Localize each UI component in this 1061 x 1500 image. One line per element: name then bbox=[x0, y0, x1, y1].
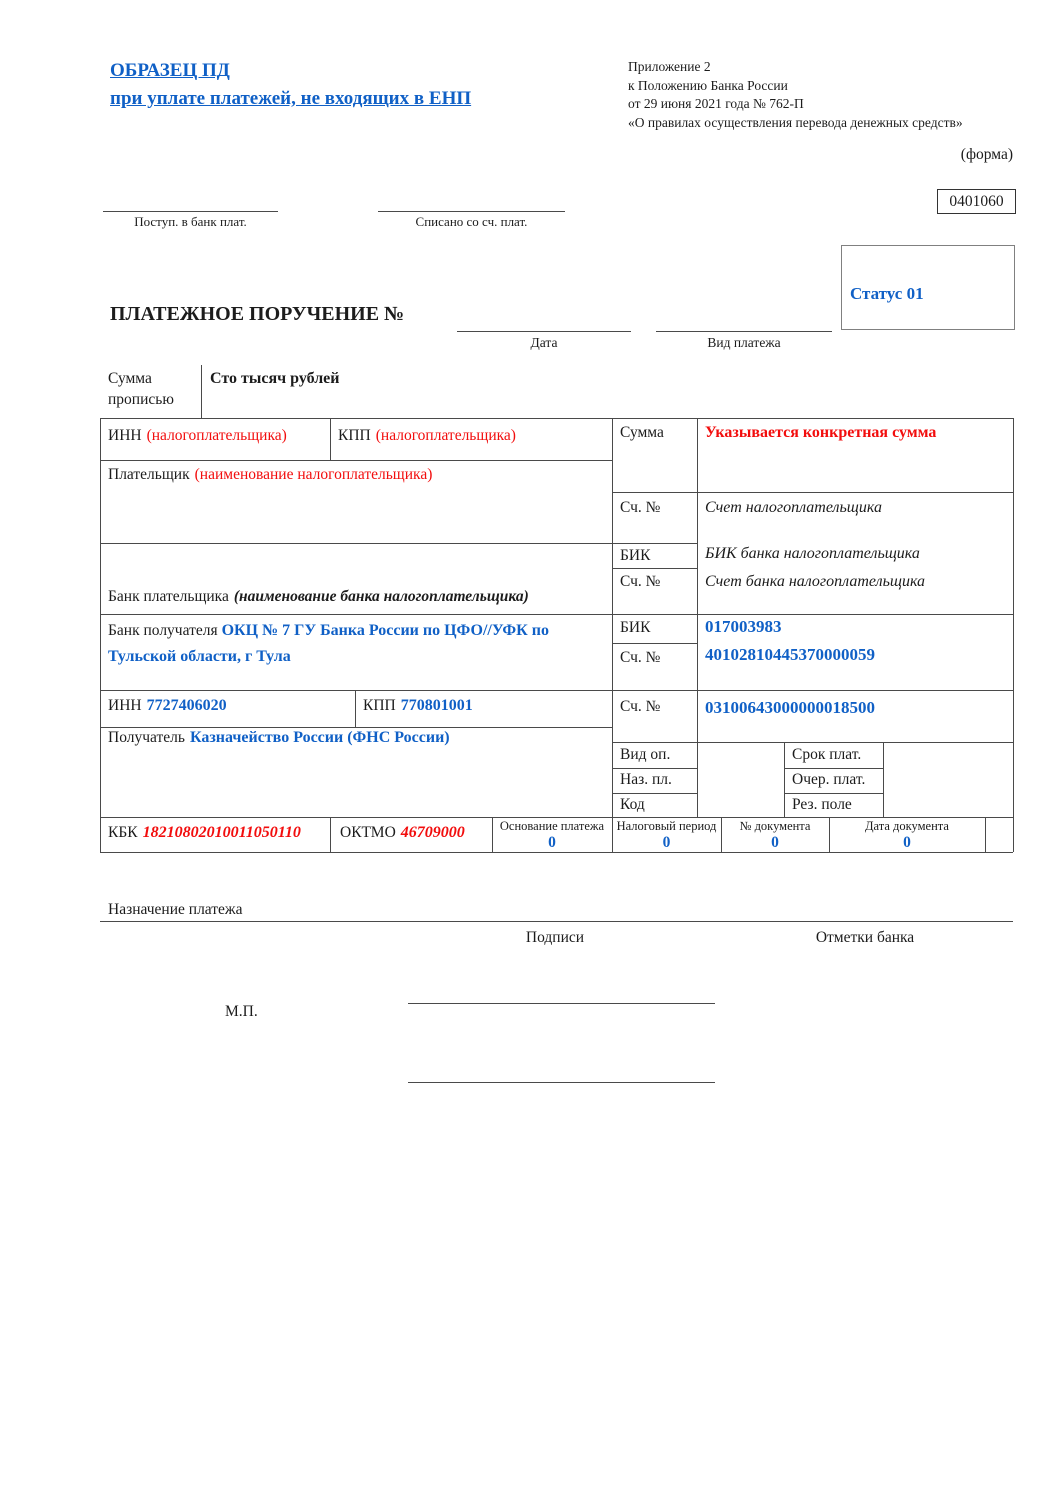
payer-label: Плательщик bbox=[108, 466, 190, 483]
kbk-label: КБК bbox=[108, 824, 138, 841]
table-line bbox=[1013, 418, 1014, 852]
table-line bbox=[100, 418, 101, 852]
doc-number-value: 0 bbox=[771, 834, 779, 851]
received-by-bank-label: Поступ. в банк плат. bbox=[134, 214, 247, 229]
doc-date-label: Дата документа bbox=[865, 819, 949, 833]
form-code-box: 0401060 bbox=[937, 189, 1016, 214]
recipient-kpp-field bbox=[363, 697, 473, 715]
doc-date-value: 0 bbox=[903, 834, 911, 851]
signatures-label: Подписи bbox=[525, 929, 585, 946]
stamp-label: М.П. bbox=[225, 1003, 258, 1020]
payer-hint: (наименование налогоплательщика) bbox=[194, 466, 433, 483]
rez-pole-label: Рез. поле bbox=[792, 796, 852, 813]
amount-words-value: Сто тысяч рублей bbox=[210, 370, 340, 387]
payer-kpp-hint: (налогоплательщика) bbox=[375, 427, 516, 444]
sum-label: Сумма bbox=[620, 424, 664, 441]
table-line bbox=[612, 643, 697, 644]
appendix-line: к Положению Банка России bbox=[628, 77, 788, 93]
oktmo-field bbox=[340, 824, 465, 842]
table-line bbox=[697, 418, 698, 817]
table-line bbox=[100, 817, 1013, 818]
received-by-bank-line[interactable] bbox=[103, 211, 278, 212]
payer-account-value[interactable]: Счет налогоплательщика bbox=[705, 499, 882, 516]
payer-bank-account-label: Сч. № bbox=[620, 573, 661, 590]
table-line bbox=[100, 614, 1013, 615]
status-label: Статус 01 bbox=[850, 284, 924, 303]
recipient-bank-field bbox=[108, 618, 608, 670]
table-line bbox=[784, 793, 883, 794]
payer-bank-bik-label: БИК bbox=[620, 547, 651, 564]
table-line bbox=[100, 852, 1013, 853]
doc-number-date-line[interactable] bbox=[457, 331, 631, 332]
payer-field[interactable] bbox=[108, 466, 432, 484]
purpose-line[interactable] bbox=[100, 921, 1013, 922]
payer-kpp-field[interactable] bbox=[338, 427, 516, 445]
doc-date-cell[interactable] bbox=[829, 819, 985, 852]
payment-type-label: Вид платежа bbox=[707, 335, 781, 350]
signature-line[interactable] bbox=[408, 1082, 715, 1083]
status-box bbox=[841, 245, 1015, 330]
payer-bank-bik-value[interactable]: БИК банка налогоплательщика bbox=[705, 545, 920, 562]
kod-label: Код bbox=[620, 796, 645, 813]
recipient-kpp-label: КПП bbox=[363, 697, 396, 714]
payer-inn-field[interactable] bbox=[108, 427, 287, 445]
recipient-bank-label: Банк получателя bbox=[108, 622, 218, 639]
sample-title-line2: при уплате платежей, не входящих в ЕНП bbox=[110, 88, 472, 109]
bank-marks-label: Отметки банка bbox=[815, 929, 915, 946]
appendix-line: от 29 июня 2021 года № 762-П bbox=[628, 96, 804, 111]
recipient-bik-label: БИК bbox=[620, 619, 651, 636]
payment-type-line[interactable] bbox=[656, 331, 832, 332]
vid-op-label: Вид оп. bbox=[620, 746, 671, 763]
table-line bbox=[612, 793, 697, 794]
osnovanie-value: 0 bbox=[548, 834, 556, 851]
table-line bbox=[985, 817, 986, 852]
date-label: Дата bbox=[530, 335, 558, 350]
tax-period-cell[interactable] bbox=[612, 819, 721, 852]
srok-plat-label: Срок плат. bbox=[792, 746, 862, 763]
tax-period-label: Налоговый период bbox=[616, 819, 717, 833]
recipient-field bbox=[108, 729, 450, 747]
recipient-inn-label: ИНН bbox=[108, 697, 142, 714]
appendix-line: «О правилах осуществления перевода денежных средств» bbox=[628, 114, 963, 130]
sample-title bbox=[110, 57, 471, 113]
amount-words-label: Сумма прописью bbox=[108, 370, 174, 408]
recipient-value: Казначейство России (ФНС России) bbox=[189, 729, 450, 746]
payer-kpp-label: КПП bbox=[338, 427, 371, 444]
recipient-inn-field bbox=[108, 697, 227, 715]
oktmo-value: 46709000 bbox=[400, 824, 465, 841]
ocher-plat-label: Очер. плат. bbox=[792, 771, 866, 788]
recipient-bank-value: ОКЦ № 7 ГУ Банка России по ЦФО//УФК по Тульской области, г Тула bbox=[108, 622, 549, 665]
osnovanie-cell[interactable] bbox=[492, 819, 612, 852]
recipient-bank-account-label: Сч. № bbox=[620, 649, 661, 666]
treasury-account-label: Сч. № bbox=[620, 698, 661, 715]
oktmo-label: ОКТМО bbox=[340, 824, 396, 841]
recipient-label: Получатель bbox=[108, 729, 185, 746]
doc-number-label: № документа bbox=[739, 819, 811, 833]
payer-inn-label: ИНН bbox=[108, 427, 142, 444]
debited-line[interactable] bbox=[378, 211, 565, 212]
payer-account-label: Сч. № bbox=[620, 499, 661, 516]
treasury-account-value: 03100643000000018500 bbox=[705, 698, 875, 717]
tax-period-value: 0 bbox=[662, 834, 671, 851]
table-line bbox=[201, 365, 202, 418]
signature-line[interactable] bbox=[408, 1003, 715, 1004]
payer-inn-hint: (налогоплательщика) bbox=[146, 427, 287, 444]
recipient-bik-value: 017003983 bbox=[705, 617, 782, 636]
recipient-bank-account-value: 40102810445370000059 bbox=[705, 645, 875, 664]
sample-title-line1: ОБРАЗЕЦ ПД bbox=[110, 60, 230, 81]
table-line bbox=[330, 418, 331, 460]
doc-number-cell[interactable] bbox=[721, 819, 829, 852]
table-line bbox=[100, 690, 1013, 691]
naz-pl-label: Наз. пл. bbox=[620, 771, 672, 788]
table-line bbox=[612, 768, 697, 769]
payer-bank-label: Банк плательщика bbox=[108, 588, 229, 605]
payer-bank-account-value[interactable]: Счет банка налогоплательщика bbox=[705, 573, 926, 590]
appendix-line: Приложение 2 bbox=[628, 59, 711, 74]
recipient-inn-value: 7727406020 bbox=[146, 697, 227, 714]
osnovanie-label: Основание платежа bbox=[499, 819, 605, 833]
table-line bbox=[612, 568, 697, 569]
table-line bbox=[100, 418, 1013, 419]
table-line bbox=[784, 768, 883, 769]
table-line bbox=[612, 742, 1013, 743]
kbk-value: 18210802010011050110 bbox=[142, 824, 301, 841]
table-line bbox=[612, 492, 1013, 493]
payer-bank-field[interactable] bbox=[108, 588, 529, 606]
kbk-field bbox=[108, 824, 301, 842]
purpose-label: Назначение платежа bbox=[108, 901, 243, 918]
appendix-note bbox=[628, 58, 963, 132]
table-line bbox=[355, 690, 356, 727]
sum-value: Указывается конкретная сумма bbox=[705, 424, 937, 441]
table-line bbox=[100, 460, 612, 461]
table-line bbox=[784, 742, 785, 817]
doc-title: ПЛАТЕЖНОЕ ПОРУЧЕНИЕ № bbox=[110, 303, 405, 325]
table-line bbox=[100, 543, 697, 544]
recipient-kpp-value: 770801001 bbox=[400, 697, 473, 714]
form-label: (форма) bbox=[960, 146, 1013, 163]
table-line bbox=[100, 727, 612, 728]
table-line bbox=[612, 418, 613, 852]
debited-label: Списано со сч. плат. bbox=[415, 214, 528, 229]
table-line bbox=[883, 742, 884, 817]
payer-bank-hint: (наименование банка налогоплательщика) bbox=[233, 588, 529, 605]
table-line bbox=[330, 817, 331, 852]
